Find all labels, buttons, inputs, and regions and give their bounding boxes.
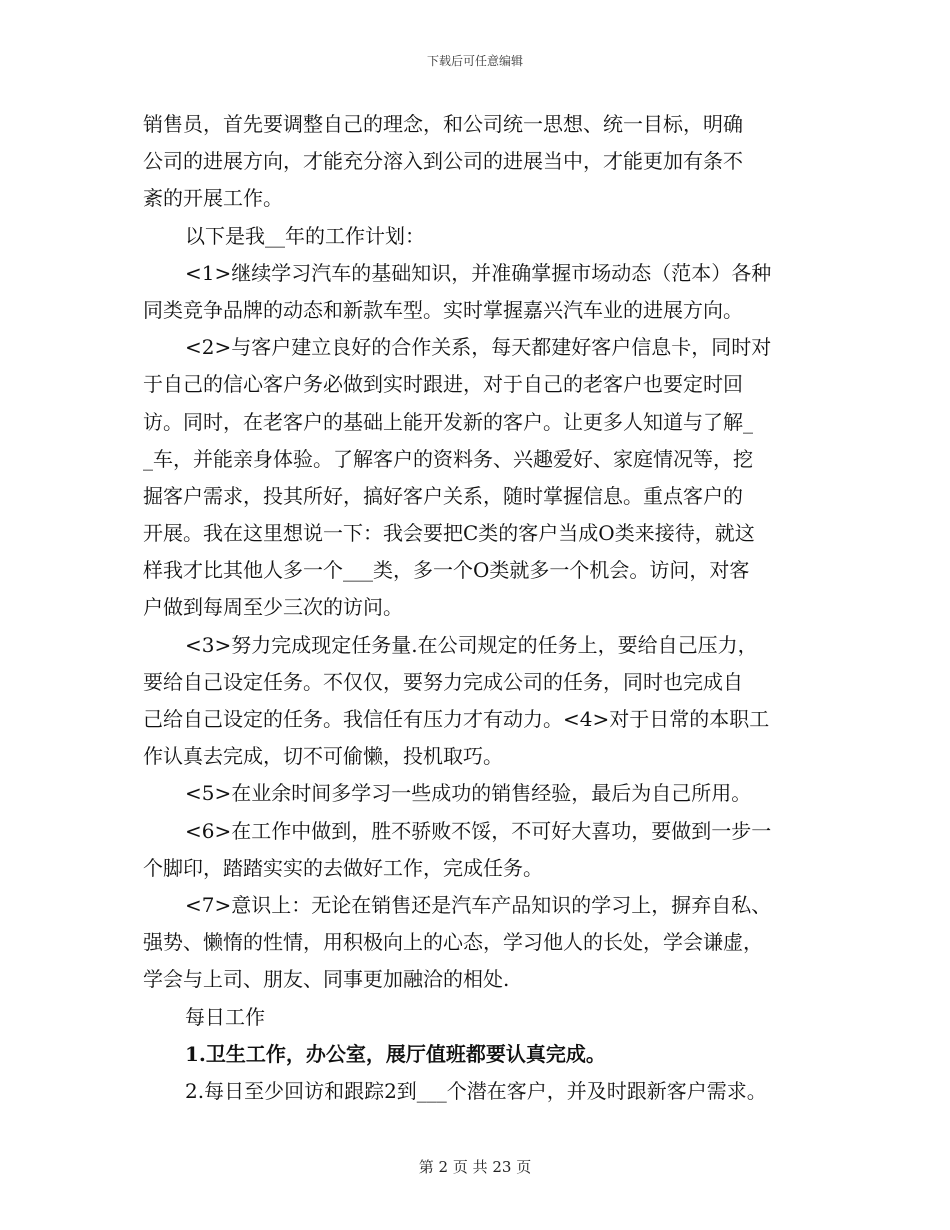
text-line: 开展。我在这里想说一下：我会要把C类的客户当成O类来接待，就这 (143, 521, 755, 546)
text-line-bold: 1.卫生工作，办公室，展厅值班都要认真完成。 (185, 1041, 606, 1066)
text-line: <3>努力完成现定任务量.在公司规定的任务上，要给自己压力， (185, 632, 758, 657)
text-line: <5>在业余时间多学习一些成功的销售经验，最后为自己所用。 (185, 781, 752, 806)
text-line: 于自己的信心客户务必做到实时跟进，对于自己的老客户也要定时回 (143, 372, 743, 397)
text-line: 要给自己设定任务。不仅仅，要努力完成公司的任务，同时也完成自 (143, 669, 743, 694)
text-line: 个脚印，踏踏实实的去做好工作，完成任务。 (143, 855, 543, 880)
page-footer: 第 2 页 共 23 页 (418, 1158, 532, 1176)
text-line: 同类竞争品牌的动态和新款车型。实时掌握嘉兴汽车业的进展方向。 (143, 297, 743, 322)
document-body (143, 106, 833, 1110)
text-line: 销售员，首先要调整自己的理念，和公司统一思想、统一目标，明确 (143, 112, 743, 136)
text-line: 紊的开展工作。 (143, 186, 283, 211)
text-line: _车，并能亲身体验。了解客户的资料务、兴趣爱好、家庭情况等，挖 (143, 446, 753, 471)
text-line: 户做到每周至少三次的访问。 (143, 595, 403, 620)
text-line: 作认真去完成，切不可偷懒，投机取巧。 (143, 744, 503, 769)
text-line: <1>继续学习汽车的基础知识，并准确掌握市场动态（范本）各种 (185, 260, 772, 285)
text-line: <6>在工作中做到，胜不骄败不馁，不可好大喜功，要做到一步一 (185, 818, 772, 843)
text-line: 以下是我__年的工作计划： (185, 223, 425, 248)
text-line: 2.每日至少回访和跟踪2到___个潜在客户，并及时跟新客户需求。 (185, 1078, 767, 1103)
text-line: 己给自己设定的任务。我信任有压力才有动力。<4>对于日常的本职工 (143, 707, 770, 731)
text-line: 样我才比其他人多一个___类，多一个O类就多一个机会。访问，对客 (143, 558, 750, 583)
text-line: <2>与客户建立良好的合作关系，每天都建好客户信息卡，同时对 (185, 335, 772, 360)
text-line: 学会与上司、朋友、同事更加融洽的相处. (143, 967, 510, 992)
text-line: 强势、懒惰的性情，用积极向上的心态，学习他人的长处，学会谦虚， (143, 930, 763, 955)
page-header: 下载后可任意编辑 (426, 54, 523, 68)
section-heading: 每日工作 (185, 1004, 265, 1029)
text-line: 掘客户需求，投其所好，搞好客户关系，随时掌握信息。重点客户的 (143, 483, 743, 508)
text-line: 公司的进展方向，才能充分溶入到公司的进展当中，才能更加有条不 (143, 149, 743, 174)
text-line: <7>意识上：无论在销售还是汽车产品知识的学习上，摒弃自私、 (185, 892, 772, 917)
text-line: 访。同时，在老客户的基础上能开发新的客户。让更多人知道与了解_ (143, 409, 753, 434)
